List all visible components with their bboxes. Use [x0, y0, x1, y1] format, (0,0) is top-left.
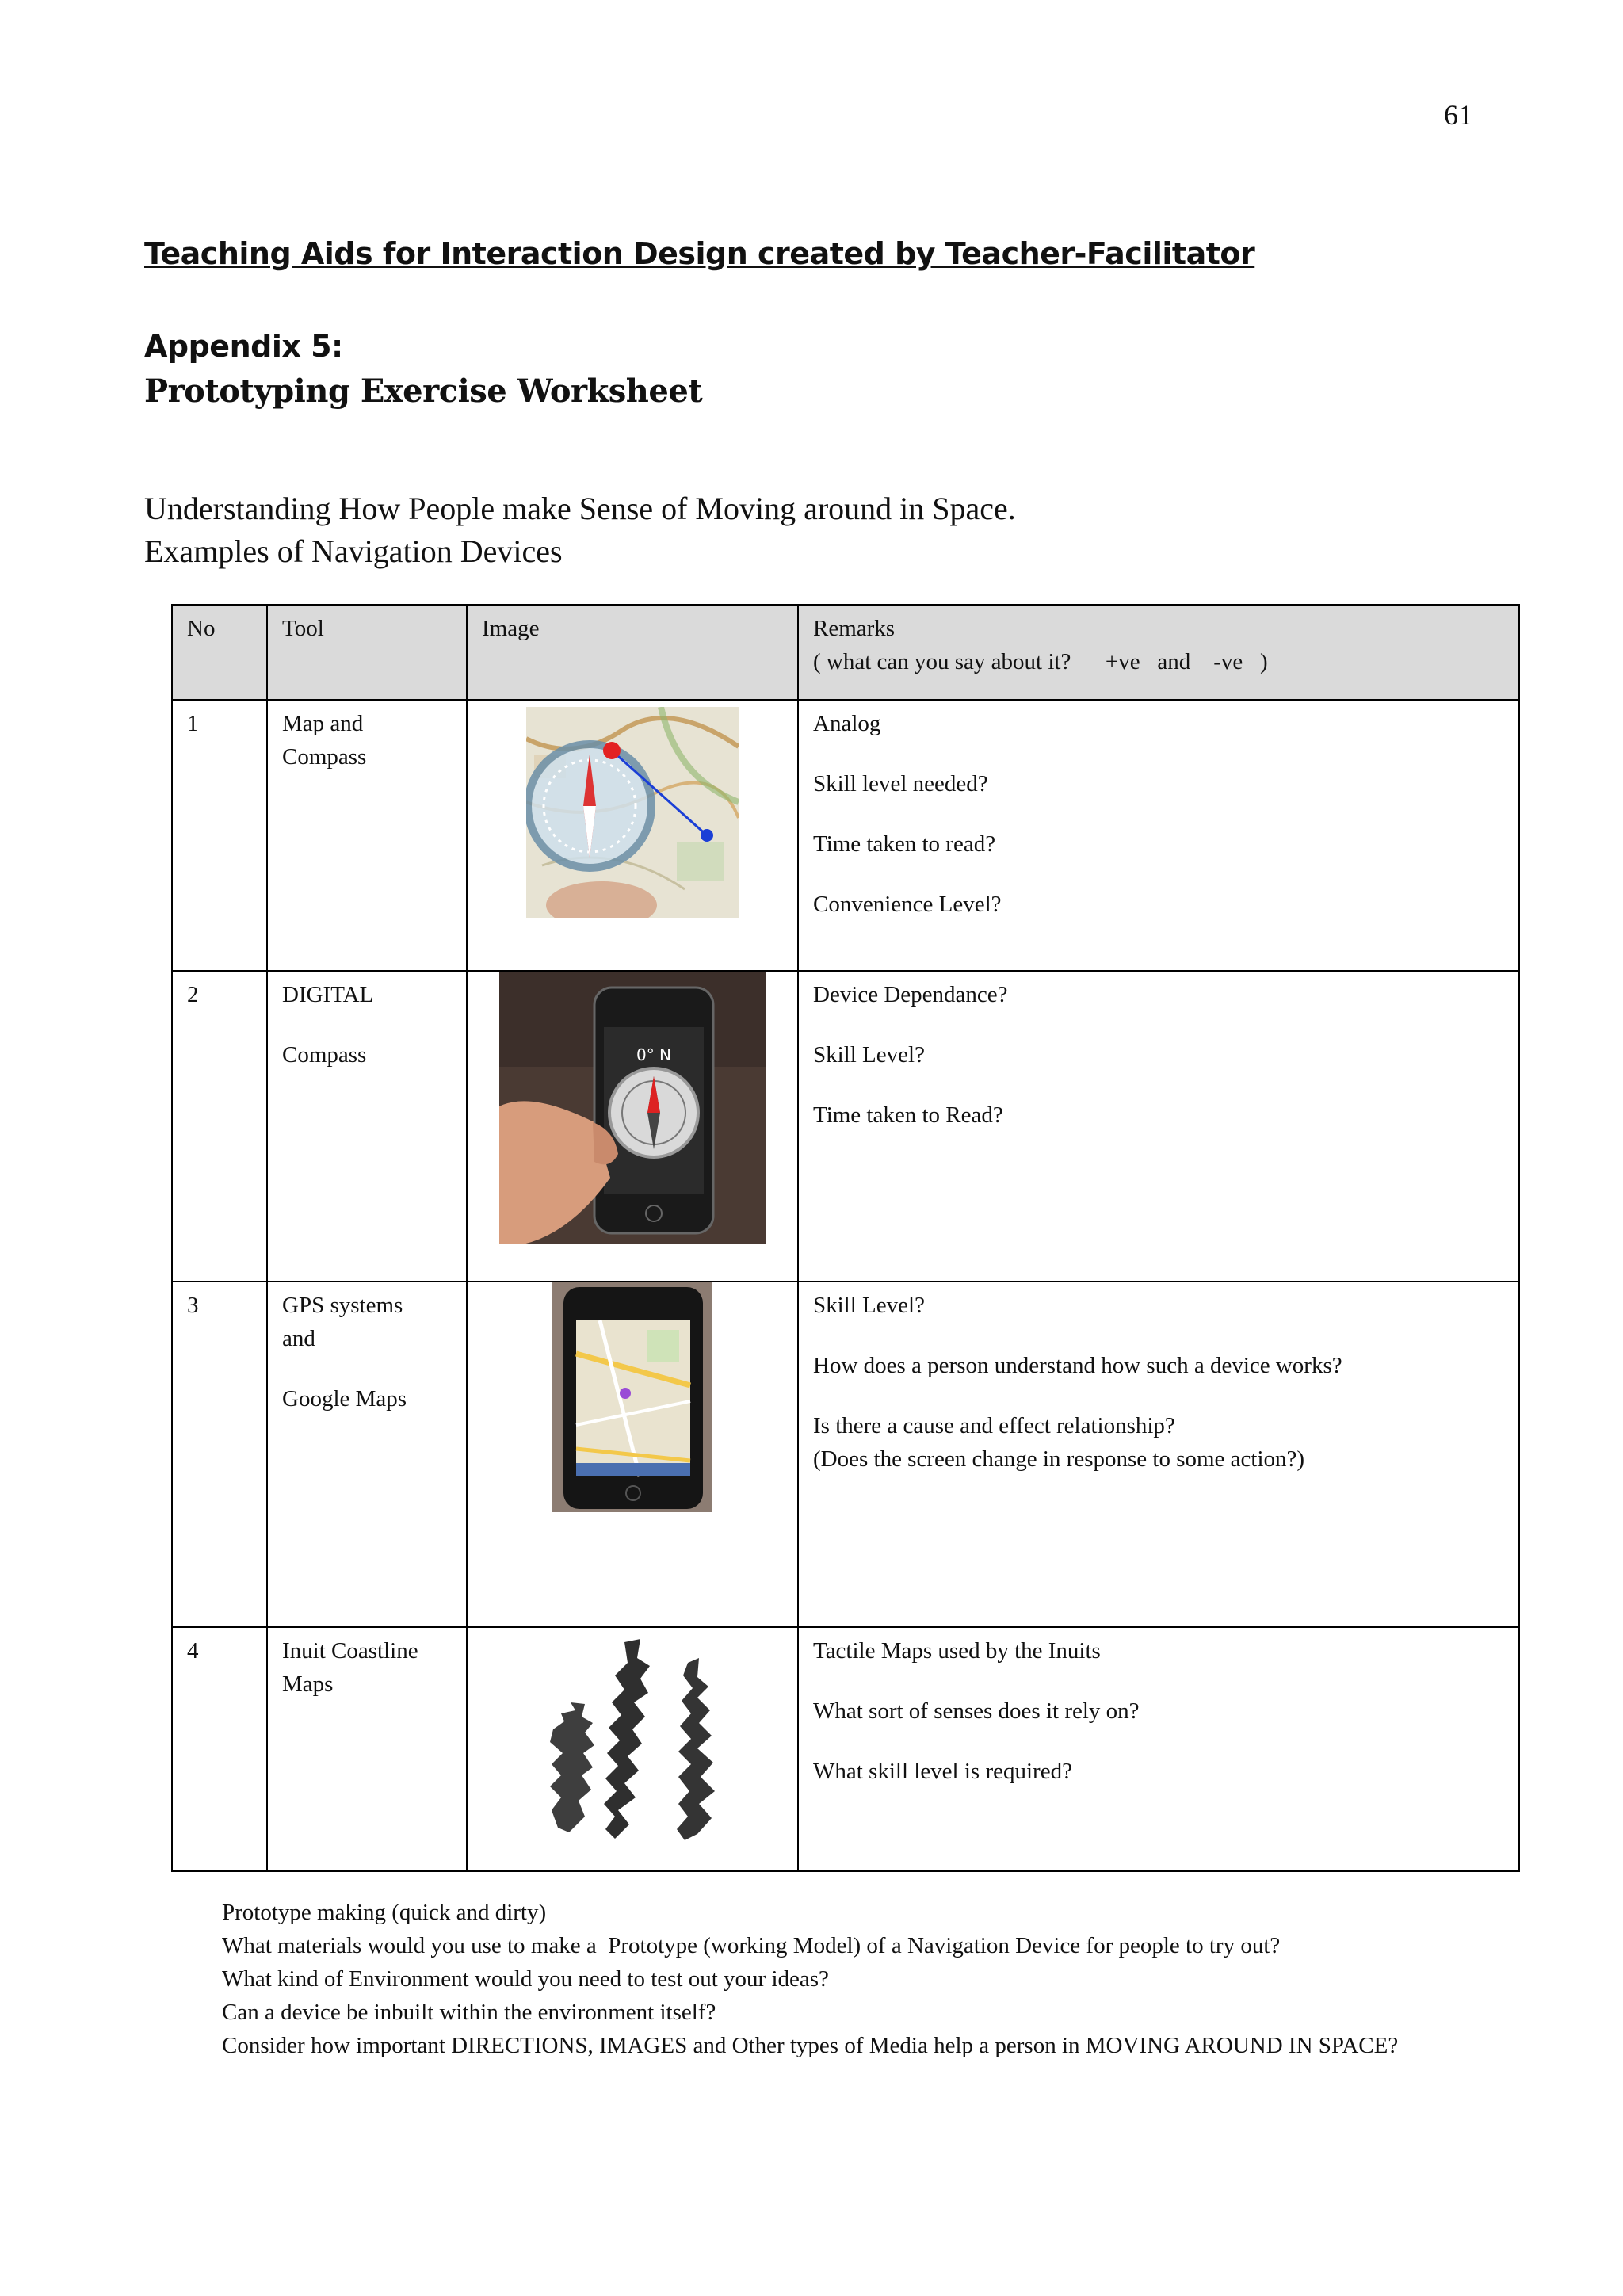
compass-heading-text: 0° N — [636, 1045, 672, 1064]
tool-line: and — [282, 1326, 315, 1351]
row-no: 2 — [172, 971, 267, 1282]
note-line: Consider how important DIRECTIONS, IMAGES and Other types of Media help a person in MOVING AROUND IN SPACE? — [222, 2033, 1399, 2058]
tool-line: Map and — [282, 711, 364, 736]
digital-compass-image — [499, 972, 766, 1244]
intro-line-1: Understanding How People make Sense of Moving around in Space. — [144, 491, 1016, 526]
note-line: What kind of Environment would you need to test out your ideas? — [222, 1966, 829, 1992]
table-row — [172, 971, 1519, 1282]
note-line: What materials would you use to make a Prototype (working Model) of a Navigation Device for people to try out? — [222, 1933, 1281, 1958]
row-image — [467, 1282, 798, 1627]
remark: Tactile Maps used by the Inuits — [813, 1638, 1101, 1664]
remark: Is there a cause and effect relationship? — [813, 1413, 1175, 1438]
map-compass-image — [526, 707, 739, 918]
remark: Skill Level? — [813, 1042, 925, 1068]
remark: How does a person understand how such a device works? — [813, 1353, 1342, 1378]
tool-line: Compass — [282, 744, 367, 770]
remark: What sort of senses does it rely on? — [813, 1698, 1140, 1724]
tool-line: DIGITAL — [282, 982, 374, 1007]
remark: What skill level is required? — [813, 1759, 1072, 1784]
remark: (Does the screen change in response to some action?) — [813, 1446, 1305, 1472]
tool-line: GPS systems — [282, 1293, 403, 1318]
inuit-coastline-maps-image — [529, 1634, 735, 1848]
row-no: 1 — [172, 700, 267, 971]
row-tool — [267, 971, 467, 1282]
row-remarks — [798, 971, 1519, 1282]
tool-line: Google Maps — [282, 1386, 407, 1412]
prototype-notes — [222, 1896, 1398, 2062]
gps-phone-image — [552, 1282, 712, 1512]
worksheet-title: Prototyping Exercise Worksheet — [144, 372, 703, 410]
row-tool — [267, 700, 467, 971]
navigation-devices-table — [171, 604, 1520, 1872]
table-header-row — [172, 605, 1519, 700]
header-remarks — [798, 605, 1519, 700]
remark: Time taken to Read? — [813, 1102, 1003, 1128]
row-image — [467, 700, 798, 971]
table-row — [172, 700, 1519, 971]
tool-line: Maps — [282, 1671, 334, 1697]
row-remarks — [798, 1282, 1519, 1627]
row-no: 3 — [172, 1282, 267, 1627]
row-image — [467, 971, 798, 1282]
header-remarks-sub: ( what can you say about it? +ve and -ve ) — [813, 649, 1268, 674]
tool-line: Compass — [282, 1042, 367, 1068]
header-remarks-label: Remarks — [813, 616, 896, 641]
row-no: 4 — [172, 1627, 267, 1871]
header-no: No — [172, 605, 267, 700]
appendix-label: Appendix 5: — [144, 329, 343, 364]
remark: Analog — [813, 711, 881, 736]
tool-line: Inuit Coastline — [282, 1638, 418, 1664]
intro-line-2: Examples of Navigation Devices — [144, 533, 563, 569]
note-line: Can a device be inbuilt within the environment itself? — [222, 2000, 716, 2025]
remark: Skill level needed? — [813, 771, 988, 797]
row-remarks — [798, 700, 1519, 971]
header-tool: Tool — [267, 605, 467, 700]
remark: Time taken to read? — [813, 831, 996, 857]
table-row — [172, 1627, 1519, 1871]
page-number: 61 — [1444, 99, 1472, 131]
row-tool — [267, 1627, 467, 1871]
remark: Skill Level? — [813, 1293, 925, 1318]
remark: Device Dependance? — [813, 982, 1008, 1007]
row-remarks — [798, 1627, 1519, 1871]
row-image — [467, 1627, 798, 1871]
remark: Convenience Level? — [813, 892, 1002, 917]
document-heading: Teaching Aids for Interaction Design created by Teacher-Facilitator — [144, 236, 1255, 271]
header-image: Image — [467, 605, 798, 700]
note-line: Prototype making (quick and dirty) — [222, 1900, 547, 1925]
row-tool — [267, 1282, 467, 1627]
table-row — [172, 1282, 1519, 1627]
